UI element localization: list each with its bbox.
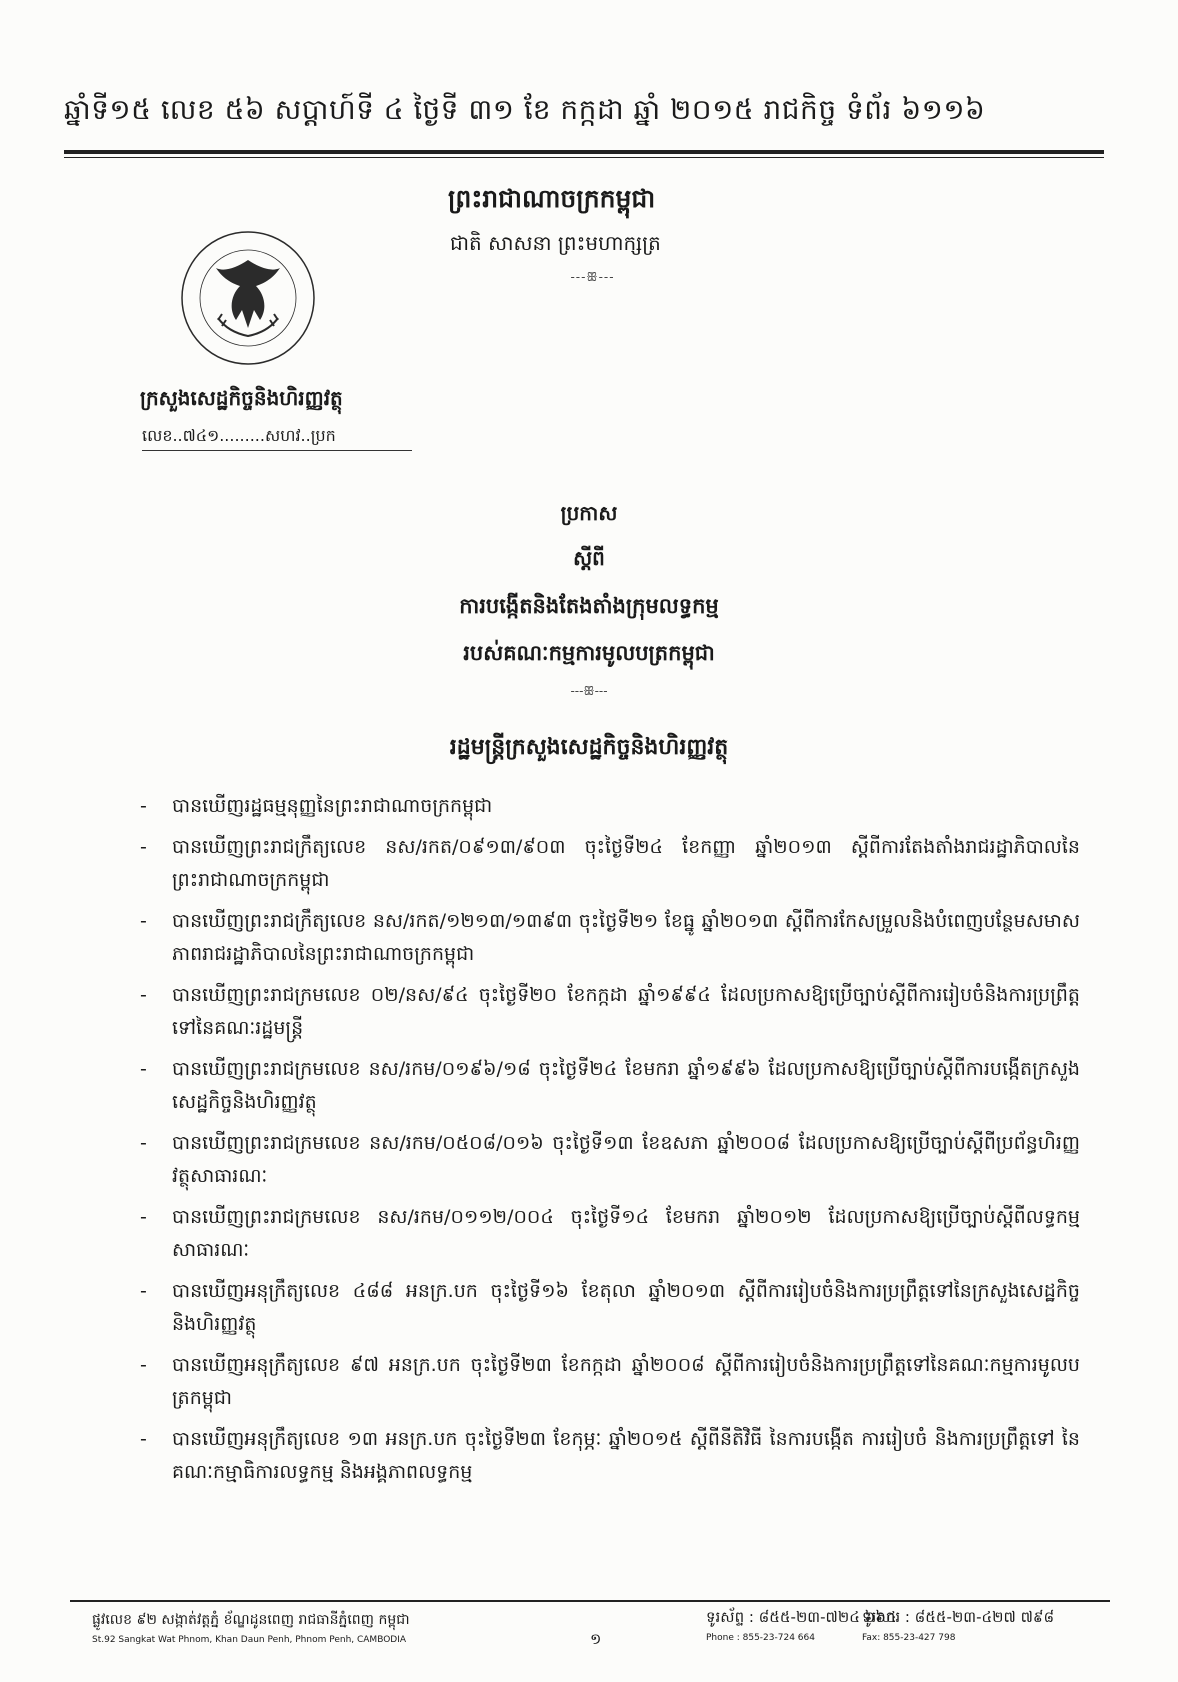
reference-underline [142, 450, 412, 451]
dash-bullet: - [140, 1132, 147, 1154]
minister-heading: រដ្ឋមន្ត្រីក្រសួងសេដ្ឋកិច្ចនិងហិរញ្ញវត្ថុ [449, 735, 729, 760]
list-item: - បានឃើញព្រះរាជក្រមលេខ នស/រកម/០១១២/០០៤ ចុះថ្ងៃទី១៤ ខែមករា ឆ្នាំ២០១២ ដែលប្រកាសឱ្យប្រើច្បាប់ស្តីពីលទ្ធកម្មសាធារណៈ [140, 1201, 1080, 1267]
dash-bullet: - [140, 910, 147, 932]
page-number: ១ [590, 1630, 602, 1648]
list-item: - បានឃើញព្រះរាជក្រឹត្យលេខ នស/រកត/១២១៣/១៣៩៣ ចុះថ្ងៃទី២១ ខែធ្នូ ឆ្នាំ២០១៣ ស្តីពីការកែសម្រួលនិងបំពេញបន្ថែមសមាសភាពរាជរដ្ឋាភិបាលនៃព្រះរាជាណាចក្រកម្ពុជា [140, 905, 1080, 971]
header-rule-thick [64, 150, 1104, 154]
document-about: ស្តីពី [573, 546, 605, 570]
footer-phone-en: Phone : 855-23-724 664 [706, 1633, 815, 1643]
title-ornament: ---ꕥ--- [570, 684, 608, 698]
list-item: - បានឃើញអនុក្រឹត្យលេខ ៤៨៨ អនក្រ.បក ចុះថ្ងៃទី១៦ ខែតុលា ឆ្នាំ២០១៣ ស្តីពីការរៀបចំនិងការប្រព្រឹត្តទៅនៃក្រសួងសេដ្ឋកិច្ចនិងហិរញ្ញវត្ថុ [140, 1275, 1080, 1341]
list-item: - បានឃើញរដ្ឋធម្មនុញ្ញនៃព្រះរាជាណាចក្រកម្ពុជា [140, 790, 1080, 823]
footer-fax-kh: ទូរសារ : ៨៥៥-២៣-៤២៧ ៧៩៨ [862, 1608, 1055, 1626]
dash-bullet: - [140, 1428, 147, 1450]
dash-bullet: - [140, 795, 147, 817]
dash-bullet: - [140, 836, 147, 858]
footer-phone-kh: ទូរស័ព្ទ : ៨៥៥-២៣-៧២៤ ៦៦៤ [706, 1608, 897, 1626]
kingdom-ornament: ---ꕥ--- [570, 270, 615, 284]
list-item: - បានឃើញអនុក្រឹត្យលេខ ១៣ អនក្រ.បក ចុះថ្ងៃទី២៣ ខែកុម្ភៈ ឆ្នាំ២០១៥ ស្តីពីនីតិវិធី នៃការបង្កើត ការរៀបចំ និងការប្រព្រឹត្តទៅ នៃគណៈកម្មាធិការលទ្ធកម្ម និងអង្គភាពលទ្ធកម្ម [140, 1423, 1080, 1489]
dash-bullet: - [140, 1206, 147, 1228]
document-title-line2: របស់គណៈកម្មការមូលបត្រកម្ពុជា [463, 641, 715, 665]
footer-rule [70, 1600, 1110, 1602]
footer-address-kh: ផ្លូវលេខ ៩២ សង្កាត់វត្តភ្នំ ខ័ណ្ឌដូនពេញ រាជធានីភ្នំពេញ កម្ពុជា [92, 1612, 410, 1628]
document-kind: ប្រកាស [560, 501, 618, 525]
document-title-line1: ការបង្កើតនិងតែងតាំងក្រុមលទ្ធកម្ម [459, 594, 719, 618]
footer-address-en: St.92 Sangkat Wat Phnom, Khan Daun Penh, Phnom Penh, CAMBODIA [92, 1635, 407, 1645]
list-item: - បានឃើញអនុក្រឹត្យលេខ ៩៧ អនក្រ.បក ចុះថ្ងៃទី២៣ ខែកក្កដា ឆ្នាំ២០០៨ ស្តីពីការរៀបចំនិងការប្រព្រឹត្តទៅនៃគណៈកម្មការមូលបត្រកម្ពុជា [140, 1349, 1080, 1415]
kingdom-name: ព្រះរាជាណាចក្រកម្ពុជា [448, 184, 656, 213]
dash-bullet: - [140, 1280, 147, 1302]
kingdom-motto: ជាតិ សាសនា ព្រះមហាក្សត្រ [450, 231, 661, 255]
gazette-header: ឆ្នាំទី១៥ លេខ ៥៦ សប្តាហ៍ទី ៤ ថ្ងៃទី ៣១ ខែ កក្កដា ឆ្នាំ ២០១៥ រាជកិច្ច ទំព័រ ៦១១៦ [64, 93, 986, 126]
list-item: - បានឃើញព្រះរាជក្រឹត្យលេខ នស/រកត/០៩១៣/៩០៣ ចុះថ្ងៃទី២៤ ខែកញ្ញា ឆ្នាំ២០១៣ ស្តីពីការតែងតាំងរាជរដ្ឋាភិបាលនៃព្រះរាជាណាចក្រកម្ពុជា [140, 831, 1080, 897]
list-item: - បានឃើញព្រះរាជក្រមលេខ ០២/នស/៩៤ ចុះថ្ងៃទី២០ ខែកក្កដា ឆ្នាំ១៩៩៤ ដែលប្រកាសឱ្យប្រើច្បាប់ស្តីពីការរៀបចំនិងការប្រព្រឹត្តទៅនៃគណៈរដ្ឋមន្ត្រី [140, 979, 1080, 1045]
considerations-list [140, 790, 1080, 1497]
dash-bullet: - [140, 1354, 147, 1376]
reference-number: លេខ..៧៤១.........សហវ..ប្រក [142, 426, 336, 445]
issuing-ministry: ក្រសួងសេដ្ឋកិច្ចនិងហិរញ្ញវត្ថុ [140, 386, 343, 410]
header-rule-thin [64, 157, 1104, 158]
dash-bullet: - [140, 984, 147, 1006]
footer-fax-en: Fax: 855-23-427 798 [862, 1633, 956, 1643]
dash-bullet: - [140, 1058, 147, 1080]
list-item: - បានឃើញព្រះរាជក្រមលេខ នស/រកម/០១៩៦/១៨ ចុះថ្ងៃទី២៤ ខែមករា ឆ្នាំ១៩៩៦ ដែលប្រកាសឱ្យប្រើច្បាប់ស្តីពីការបង្កើតក្រសួងសេដ្ឋកិច្ចនិងហិរញ្ញវត្ថុ [140, 1053, 1080, 1119]
list-item: - បានឃើញព្រះរាជក្រមលេខ នស/រកម/០៥០៨/០១៦ ចុះថ្ងៃទី១៣ ខែឧសភា ឆ្នាំ២០០៨ ដែលប្រកាសឱ្យប្រើច្បាប់ស្តីពីប្រព័ន្ធហិរញ្ញវត្ថុសាធារណៈ [140, 1127, 1080, 1193]
ministry-seal-icon [178, 228, 318, 368]
